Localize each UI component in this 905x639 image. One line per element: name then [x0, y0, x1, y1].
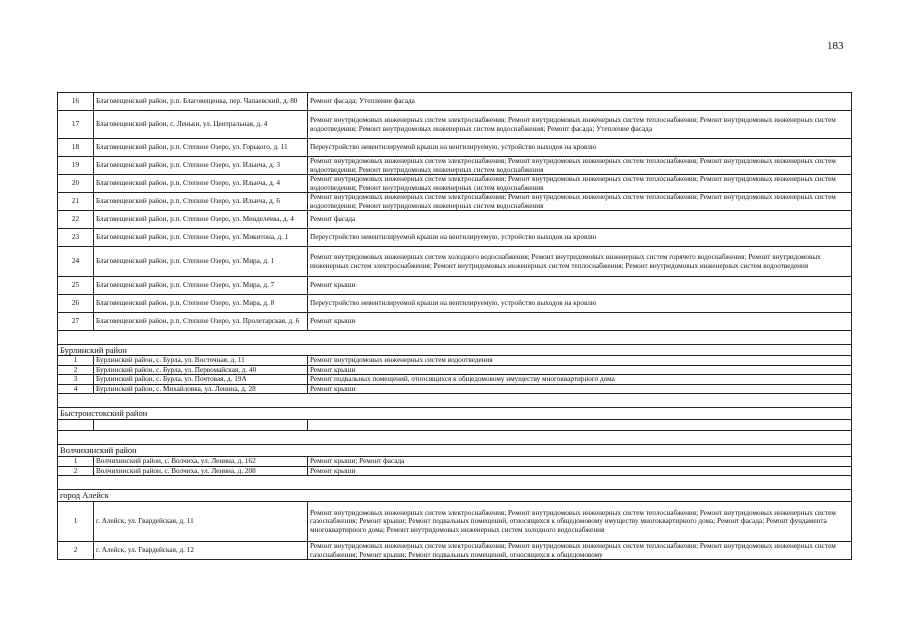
row-address: Бурлинский район, с. Михайловка, ул. Ленина, д. 28: [94, 384, 308, 394]
row-address: Благовещенский район, р.п. Степное Озеро, ул. Менделеева, д. 4: [94, 211, 308, 229]
section-header-row: [58, 445, 852, 457]
row-number: 2: [58, 466, 94, 476]
row-address: Благовещенский район, р.п. Степное Озеро, ул. Микитона, д. 1: [94, 229, 308, 247]
table-row: [58, 356, 852, 366]
table-row: [58, 375, 852, 385]
table-row: [58, 139, 852, 157]
table-row: [58, 93, 852, 111]
table-row: [58, 295, 852, 313]
section-header-row: [58, 408, 852, 420]
row-work: Ремонт внутридомовых инженерных систем электроснабжения; Ремонт внутридомовых инженерных систем теплоснабжения; Ремонт внутридомовых инженерных систем газоснабжения; Ремонт крыши; Ремонт подвальных помещений, относящихся к общедомовому имуществу многоквартирного дома; Ремонт фасада; Ремонт фундамента многоквартирного дома; Ремонт внутридомовых инженерных систем холодного водоснабжения: [308, 502, 852, 542]
row-number: 1: [58, 356, 94, 366]
row-number: 27: [58, 313, 94, 331]
table-row: [58, 211, 852, 229]
page-number: 183: [827, 40, 844, 52]
row-number: 25: [58, 277, 94, 295]
row-address: Благовещенский район, р.п. Степное Озеро, ул. Мира, д. 1: [94, 247, 308, 277]
row-address: [94, 420, 308, 431]
table-row: [58, 466, 852, 476]
row-work: Ремонт внутридомовых инженерных систем водоотведения: [308, 356, 852, 366]
row-number: 3: [58, 375, 94, 385]
row-work: Ремонт внутридомовых инженерных систем электроснабжения; Ремонт внутридомовых инженерных систем теплоснабжения; Ремонт внутридомовых инженерных систем водоотведения; Ремонт внутридомовых инженерных систем водоснабжения: [308, 157, 852, 175]
table-row: [58, 193, 852, 211]
table-row: [58, 277, 852, 295]
row-address: г. Алейск, ул. Гвардейская, д. 12: [94, 542, 308, 560]
table-row: [58, 384, 852, 394]
row-address: г. Алейск, ул. Гвардейская, д. 11: [94, 502, 308, 542]
row-work: Ремонт подвальных помещений, относящихся к общедомовому имуществу многоквартирного дома: [308, 375, 852, 385]
row-address: Бурлинский район, с. Бурла, ул. Восточная, д. 11: [94, 356, 308, 366]
spacer-row: [58, 476, 852, 490]
row-work: Ремонт крыши: [308, 365, 852, 375]
spacer-cell: [58, 431, 852, 445]
row-number: 26: [58, 295, 94, 313]
spacer-row: [58, 431, 852, 445]
row-address: Благовещенский район, р.п. Степное Озеро, ул. Мира, д. 7: [94, 277, 308, 295]
row-work: Ремонт фасада: [308, 211, 852, 229]
row-address: Благовещенский район, р.п. Степное Озеро, ул. Ильича, д. 4: [94, 175, 308, 193]
row-address: Благовещенский район, р.п. Степное Озеро, ул. Мира, д. 8: [94, 295, 308, 313]
row-number: 2: [58, 365, 94, 375]
section-header-row: [58, 490, 852, 502]
row-number: 22: [58, 211, 94, 229]
table-row: [58, 365, 852, 375]
row-work: Переустройство невентилируемой крыши на вентилируемую, устройство выходов на кровлю: [308, 139, 852, 157]
row-work: Ремонт внутридомовых инженерных систем электроснабжения; Ремонт внутридомовых инженерных систем теплоснабжения; Ремонт внутридомовых инженерных систем водоотведения; Ремонт внутридомовых инженерных систем водоснабжения; Ремонт фасада; Утепление фасада: [308, 111, 852, 139]
row-work: Ремонт внутридомовых инженерных систем электроснабжения; Ремонт внутридомовых инженерных систем теплоснабжения; Ремонт внутридомовых инженерных систем водоотведения; Ремонт внутридомовых инженерных систем водоснабжения: [308, 193, 852, 211]
row-number: 18: [58, 139, 94, 157]
row-work: Ремонт фасада; Утепление фасада: [308, 93, 852, 111]
row-address: Благовещенский район, с. Леньки, ул. Центральная, д. 4: [94, 111, 308, 139]
section-title: Бурлинский район: [58, 345, 852, 356]
table-row: [58, 420, 852, 431]
row-number: 19: [58, 157, 94, 175]
table-row: [58, 111, 852, 139]
table-row: [58, 502, 852, 542]
row-number: [58, 420, 94, 431]
row-address: Благовещенский район, р.п. Степное Озеро, ул. Горького, д. 11: [94, 139, 308, 157]
row-work: Переустройство невентилируемой крыши на вентилируемую, устройство выходов на кровлю: [308, 295, 852, 313]
row-work: Ремонт крыши: [308, 466, 852, 476]
row-work: Ремонт внутридомовых инженерных систем электроснабжения; Ремонт внутридомовых инженерных систем теплоснабжения; Ремонт внутридомовых инженерных систем газоснабжения; Ремонт крыши; Ремонт подвальных помещений, относящихся к общедомовому: [308, 542, 852, 560]
table-row: [58, 313, 852, 331]
section-header-row: [58, 345, 852, 356]
section-title: Волчихинский район: [58, 445, 852, 457]
section-title: город Алейск: [58, 490, 852, 502]
row-number: 1: [58, 502, 94, 542]
row-work: Ремонт внутридомовых инженерных систем электроснабжения; Ремонт внутридомовых инженерных систем теплоснабжения; Ремонт внутридомовых инженерных систем водоотведения; Ремонт внутридомовых инженерных систем водоснабжения: [308, 175, 852, 193]
table-row: [58, 157, 852, 175]
row-address: Благовещенский район, р.п. Степное Озеро, ул. Ильича, д. 3: [94, 157, 308, 175]
row-work: Ремонт внутридомовых инженерных систем холодного водоснабжения; Ремонт внутридомовых инженерных систем горячего водоснабжения; Ремонт внутридомовых инженерных систем электроснабжения; Ремонт внутридомовых инженерных систем теплоснабжения; Ремонт внутридомовых инженерных систем водоотведения: [308, 247, 852, 277]
row-number: 20: [58, 175, 94, 193]
table-row: [58, 542, 852, 560]
row-address: Бурлинский район, с. Бурла, ул. Почтовая, д. 19А: [94, 375, 308, 385]
spacer-row: [58, 331, 852, 345]
spacer-row: [58, 394, 852, 408]
spacer-cell: [58, 394, 852, 408]
row-number: 4: [58, 384, 94, 394]
row-work: Ремонт крыши: [308, 313, 852, 331]
row-address: Волчихинский район, с. Волчиха, ул. Ленина, д. 162: [94, 457, 308, 467]
row-number: 1: [58, 457, 94, 467]
row-address: Благовещенский район, р.п. Степное Озеро, ул. Ильича, д. 6: [94, 193, 308, 211]
table-row: [58, 457, 852, 467]
row-number: 21: [58, 193, 94, 211]
table-row: [58, 175, 852, 193]
row-work: Ремонт крыши: [308, 384, 852, 394]
spacer-cell: [58, 476, 852, 490]
table-row: [58, 247, 852, 277]
row-address: Благовещенский район, р.п. Благовещенка, пер. Чапаевский, д. 80: [94, 93, 308, 111]
row-address: Бурлинский район, с. Бурла, ул. Первомайская, д. 40: [94, 365, 308, 375]
row-work: [308, 420, 852, 431]
row-work: Ремонт крыши: [308, 277, 852, 295]
repair-program-table: [57, 92, 852, 560]
row-number: 23: [58, 229, 94, 247]
row-number: 24: [58, 247, 94, 277]
row-number: 2: [58, 542, 94, 560]
spacer-cell: [58, 331, 852, 345]
table-row: [58, 229, 852, 247]
row-number: 16: [58, 93, 94, 111]
row-address: Волчихинский район, с. Волчиха, ул. Ленина, д. 208: [94, 466, 308, 476]
section-title: Быстроистокский район: [58, 408, 852, 420]
row-work: Ремонт крыши; Ремонт фасада: [308, 457, 852, 467]
row-address: Благовещенский район, р.п. Степное Озеро, ул. Пролетарская, д. 6: [94, 313, 308, 331]
row-number: 17: [58, 111, 94, 139]
row-work: Переустройство невентилируемой крыши на вентилируемую, устройство выходов на кровлю: [308, 229, 852, 247]
